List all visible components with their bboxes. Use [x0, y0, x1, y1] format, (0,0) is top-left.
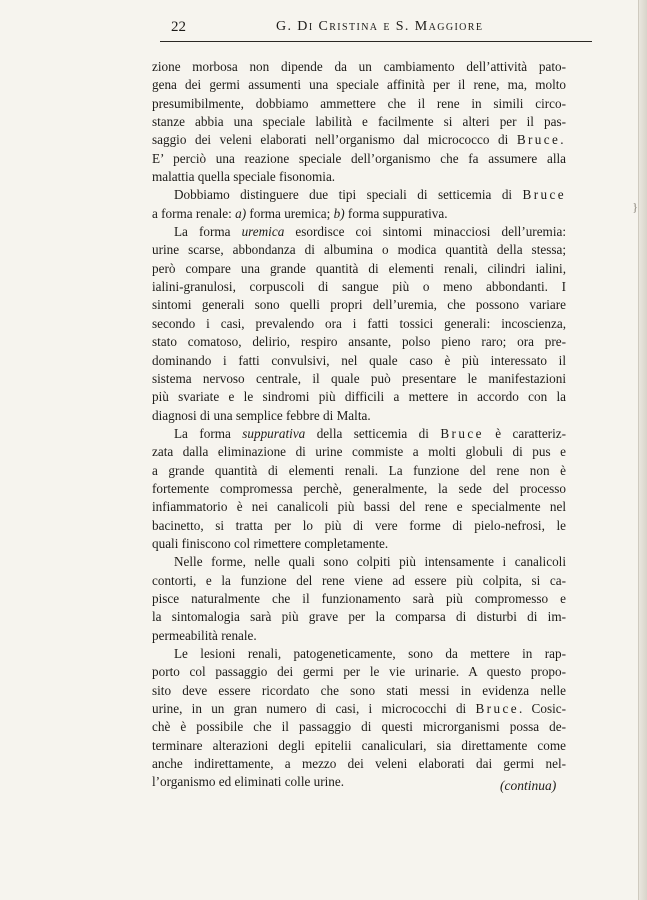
- text-segment: sistema nervoso centrale, il quale può presentare le manifestazioni: [152, 370, 566, 386]
- text-line: [152, 241, 566, 259]
- text-segment: stanze abbia una speciale labilità e facilmente si alteri per il pas-: [152, 114, 566, 130]
- text-segment: sintomi generali sono quelli propri dell’uremia, che possono variare: [152, 297, 566, 313]
- spaced-name: Bruce.: [516, 132, 566, 148]
- text-line: [152, 443, 566, 461]
- text-line: [152, 150, 566, 168]
- text-segment: a grande quantità di elementi renali. La funzione del rene non è: [152, 462, 566, 478]
- page-edge: [638, 0, 647, 900]
- text-line: [152, 572, 566, 590]
- text-segment: La forma: [174, 425, 243, 441]
- text-segment: infiammatorio è nei canalicoli più bassi del rene e specialmente nel: [152, 499, 566, 515]
- text-segment: secondo i casi, prevalendo ora i fatti tossici generali: incoscienza,: [152, 315, 566, 331]
- text-line: [152, 186, 566, 204]
- text-segment: quali finiscono col rimettere completamente.: [152, 535, 389, 551]
- text-segment: l’organismo ed eliminati colle urine.: [152, 774, 345, 790]
- italic-term: a): [235, 205, 247, 221]
- text-segment: malattia quella speciale fisonomia.: [152, 169, 336, 185]
- text-line: [152, 608, 566, 626]
- text-line: [152, 462, 566, 480]
- spaced-name: Bruce: [440, 425, 484, 441]
- text-line: [152, 590, 566, 608]
- text-segment: contorti, e la funzione del rene viene ad essere più colpita, si ca-: [152, 572, 566, 588]
- text-segment: dominando i fatti convulsivi, nel quale caso è più interessato il: [152, 352, 566, 368]
- text-segment: anche indirettamente, a mezzo dei veleni elaborati dai germi nel-: [152, 756, 566, 772]
- text-segment: più svariate e le sindromi più difficili a mettere in accordo con la: [152, 389, 566, 405]
- text-line: [152, 370, 566, 388]
- text-line: [152, 535, 566, 553]
- text-line: [152, 131, 566, 149]
- text-segment: E’ perciò una reazione speciale dell’organismo che fa assumere alla: [152, 150, 566, 166]
- text-segment: gena dei germi assumenti una speciale affinità per il rene, ma, molto: [152, 77, 566, 93]
- body-text: [152, 58, 566, 792]
- text-line: [152, 700, 566, 718]
- text-line: [152, 352, 566, 370]
- text-line: [152, 223, 566, 241]
- text-line: [152, 315, 566, 333]
- text-line: [152, 260, 566, 278]
- text-line: [152, 517, 566, 535]
- text-segment: fortemente compromessa perchè, generalmente, la sede del processo: [152, 480, 566, 496]
- text-segment: saggio dei veleni elaborati nell’organismo dal micrococco di: [152, 132, 517, 148]
- text-segment: zata dalla eliminazione di urine commiste a molti globuli di pus e: [152, 444, 566, 460]
- header-rule: [160, 41, 592, 42]
- paragraph: [152, 186, 566, 223]
- text-segment: chè è possibile che il passaggio di questi microrganismi possa de-: [152, 719, 566, 735]
- text-segment: La forma: [174, 224, 242, 240]
- text-segment: forma uremica;: [246, 205, 334, 221]
- text-segment: Le lesioni renali, patogeneticamente, sono da mettere in rap-: [174, 646, 566, 661]
- paragraph: [152, 645, 566, 792]
- running-title: G. Di Cristina e S. Maggiore: [276, 19, 484, 34]
- text-segment: terminare alterazioni degli epitelii canaliculari, sia direttamente come: [152, 737, 566, 753]
- text-segment: . Cosic-: [518, 701, 566, 717]
- text-line: [152, 718, 566, 736]
- text-segment: ialini-granulosi, corpuscoli di sangue più o meno abbondanti. I: [152, 279, 566, 295]
- text-segment: la sintomalogia sarà più grave per la comparsa di disturbi di im-: [152, 609, 566, 625]
- text-line: [152, 278, 566, 296]
- spaced-name: Bruce: [475, 701, 519, 717]
- paragraph: [152, 223, 566, 425]
- text-line: [152, 498, 566, 516]
- running-header: [160, 19, 590, 41]
- text-line: [152, 553, 566, 571]
- text-line: [152, 737, 566, 755]
- paragraph: [152, 553, 566, 645]
- text-segment: Dobbiamo distinguere due tipi speciali di setticemia di: [174, 187, 523, 203]
- text-segment: zione morbosa non dipende da un cambiamento dell’attività pato-: [152, 59, 566, 74]
- page-number: 22: [171, 19, 186, 35]
- text-line: [152, 76, 566, 94]
- edge-mark: }: [632, 200, 638, 214]
- text-line: [152, 682, 566, 700]
- text-line: [152, 296, 566, 314]
- text-line: [152, 755, 566, 773]
- text-segment: porto col passaggio dei germi per le vie urinarie. A questo propo-: [152, 664, 566, 680]
- text-line: [152, 58, 566, 76]
- spaced-name: Bruce: [522, 187, 566, 203]
- text-segment: sito deve essere ricordato che sono stati messi in evidenza nelle: [152, 682, 566, 698]
- text-segment: della setticemia di: [305, 425, 441, 441]
- text-segment: permeabilità renale.: [152, 627, 257, 643]
- italic-term: suppurativa: [242, 425, 306, 441]
- text-segment: stato comatoso, delirio, respiro ansante, polso pieno raro; ora pre-: [152, 334, 566, 350]
- text-line: [152, 113, 566, 131]
- text-line: [152, 627, 566, 645]
- text-line: [152, 645, 566, 663]
- text-segment: Nelle forme, nelle quali sono colpiti più intensamente i canalicoli: [174, 554, 566, 570]
- text-segment: esordisce coi sintomi minacciosi dell’uremia:: [284, 224, 566, 240]
- text-line: [152, 407, 566, 425]
- text-segment: diagnosi di una semplice febbre di Malta.: [152, 407, 371, 423]
- italic-term: uremica: [241, 224, 285, 240]
- text-segment: pisce naturalmente che il funzionamento sarà più compromesso e: [152, 590, 566, 606]
- italic-term: b): [333, 205, 345, 221]
- text-line: [152, 95, 566, 113]
- paragraph: [152, 58, 566, 186]
- text-segment: a forma renale:: [152, 205, 236, 221]
- text-line: [152, 480, 566, 498]
- text-line: [152, 425, 566, 443]
- text-segment: presumibilmente, dobbiamo ammettere che il rene in simili circo-: [152, 95, 566, 111]
- text-line: [152, 205, 566, 223]
- text-segment: è caratteriz-: [483, 425, 566, 441]
- paragraph: [152, 425, 566, 553]
- text-segment: però compare una grande quantità di elementi renali, cilindri ialini,: [152, 260, 566, 276]
- text-segment: forma suppurativa.: [344, 205, 448, 221]
- text-segment: urine scarse, abbondanza di albumina o modica quantità della stessa;: [152, 242, 566, 258]
- text-line: [152, 663, 566, 681]
- text-segment: bacinetto, si tratta per lo più di vere forme di pielo-nefrosi, le: [152, 517, 566, 533]
- text-segment: urine, in un gran numero di casi, i micrococchi di: [152, 701, 476, 717]
- continuation-note: (continua): [500, 778, 557, 793]
- text-line: [152, 168, 566, 186]
- text-line: [152, 388, 566, 406]
- text-line: [152, 333, 566, 351]
